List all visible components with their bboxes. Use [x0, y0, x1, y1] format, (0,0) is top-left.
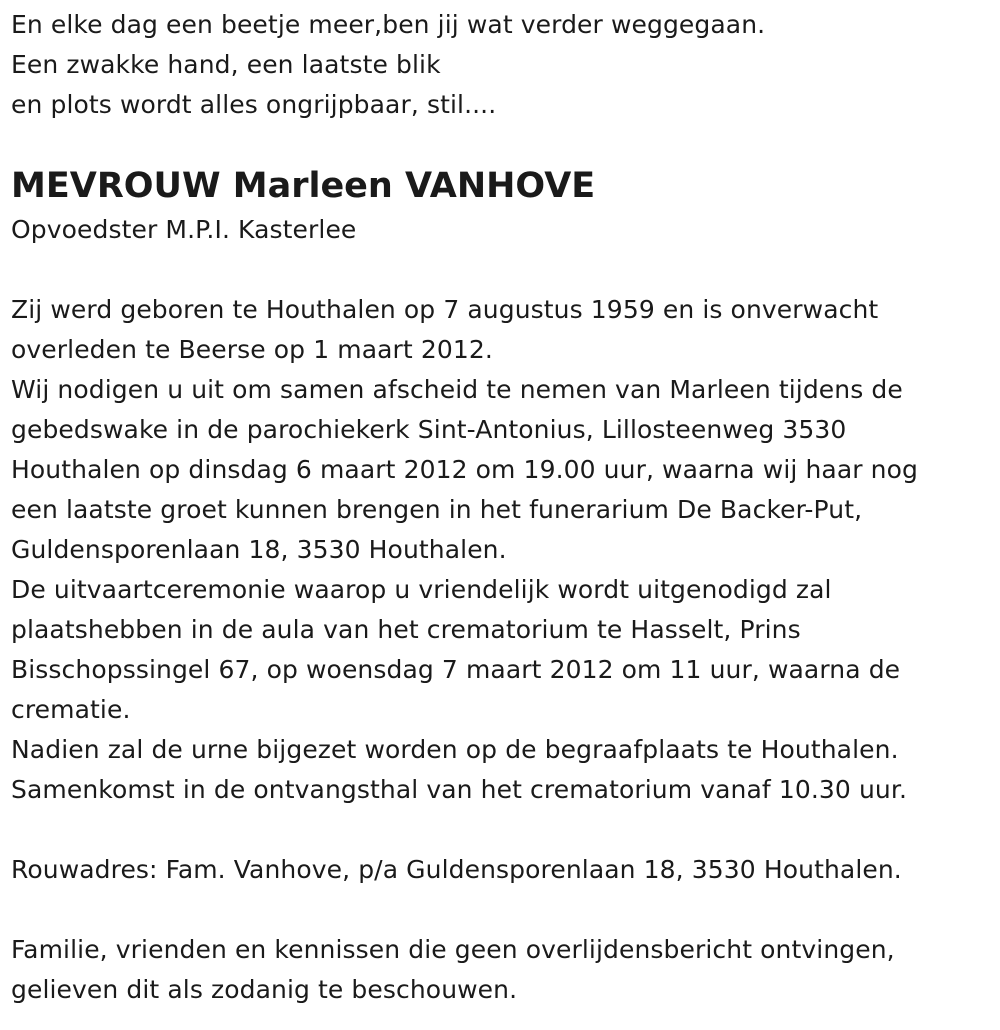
- obituary-notice: [11, 5, 986, 1010]
- poem: [11, 5, 986, 125]
- poem-line: En elke dag een beetje meer,ben jij wat verder weggegaan.: [11, 10, 766, 39]
- announcement-line: Samenkomst in de ontvangsthal van het crematorium vanaf 10.30 uur.: [11, 775, 908, 804]
- poem-line: Een zwakke hand, een laatste blik: [11, 50, 441, 79]
- announcement-line: een laatste groet kunnen brengen in het funerarium De Backer-Put,: [11, 495, 863, 524]
- closing-line: gelieven dit als zodanig te beschouwen.: [11, 975, 518, 1004]
- spacer: [11, 890, 986, 930]
- poem-line: en plots wordt alles ongrijpbaar, stil....: [11, 90, 497, 119]
- announcement-line: Zij werd geboren te Houthalen op 7 augustus 1959 en is onverwacht: [11, 295, 879, 324]
- spacer: [11, 810, 986, 850]
- announcement-line: overleden te Beerse op 1 maart 2012.: [11, 335, 493, 364]
- announcement-line: gebedswake in de parochiekerk Sint-Antonius, Lillosteenweg 3530: [11, 415, 847, 444]
- mourning-address: Rouwadres: Fam. Vanhove, p/a Guldensporenlaan 18, 3530 Houthalen.: [11, 855, 902, 884]
- deceased-name: MEVROUW Marleen VANHOVE: [11, 166, 596, 206]
- announcement-line: De uitvaartceremonie waarop u vriendelijk wordt uitgenodigd zal: [11, 575, 832, 604]
- announcement-line: crematie.: [11, 695, 131, 724]
- spacer: [11, 250, 986, 290]
- announcement-line: Nadien zal de urne bijgezet worden op de begraafplaats te Houthalen.: [11, 735, 899, 764]
- announcement-line: Bisschopssingel 67, op woensdag 7 maart 2012 om 11 uur, waarna de: [11, 655, 901, 684]
- closing-line: Familie, vrienden en kennissen die geen overlijdensbericht ontvingen,: [11, 935, 895, 964]
- announcement-line: Houthalen op dinsdag 6 maart 2012 om 19.00 uur, waarna wij haar nog: [11, 455, 918, 484]
- deceased-occupation: Opvoedster M.P.I. Kasterlee: [11, 215, 357, 244]
- announcement-line: plaatshebben in de aula van het crematorium te Hasselt, Prins: [11, 615, 801, 644]
- announcement-line: Wij nodigen u uit om samen afscheid te nemen van Marleen tijdens de: [11, 375, 903, 404]
- announcement-body: [11, 290, 986, 810]
- closing-note: [11, 930, 986, 1010]
- announcement-line: Guldensporenlaan 18, 3530 Houthalen.: [11, 535, 507, 564]
